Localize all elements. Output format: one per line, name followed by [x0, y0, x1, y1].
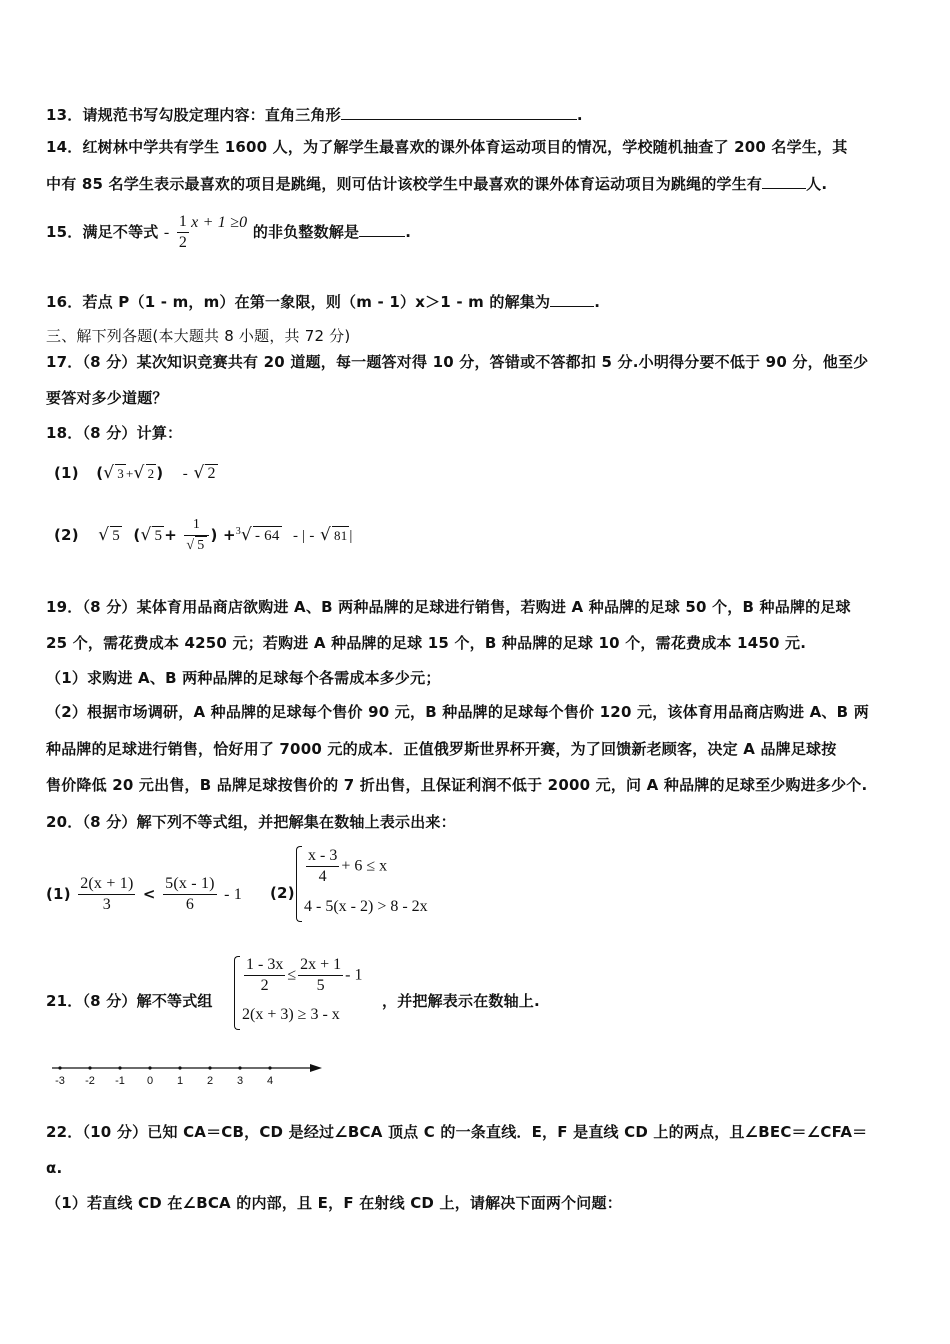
q20-p2-fd: 4: [306, 866, 339, 887]
number-line-label-2: -1: [115, 1075, 125, 1087]
q20-p1-tail: - 1: [224, 886, 243, 903]
q18-p2-sqrt5: 5: [112, 528, 120, 544]
q15-prefix: 15．满足不等式: [46, 223, 159, 241]
number-line-label-5: 2: [206, 1075, 214, 1087]
q18-p2-fnum: 1: [192, 517, 201, 532]
q15-minus: -: [163, 224, 170, 241]
q22-line3: （1）若直线 CD 在∠BCA 的内部，且 E，F 在射线 CD 上，请解决下面两个问题：: [46, 1194, 622, 1212]
number-line-label-6: 3: [236, 1075, 244, 1087]
q18-p1-close: ): [156, 464, 164, 482]
q18-p2-sqrt81: 81: [334, 528, 348, 543]
q20-p1-n1: 2(x + 1): [80, 875, 134, 892]
q20-p2-row2: 4 - 5(x - 2) > 8 - 2x: [304, 898, 428, 915]
q20-p2-fn: x - 3: [308, 847, 338, 864]
q18-p1-sqrt3: 3: [117, 466, 124, 481]
number-line-tick-5: [208, 1066, 211, 1069]
q20-part1: [46, 872, 242, 917]
q18-p2-cube-index: 3: [235, 526, 241, 537]
q15-suffix: 的非负整数解是: [252, 223, 360, 241]
q18-p2-fraction: [184, 515, 208, 556]
q18-p1-plus: +: [126, 466, 134, 481]
q21-n1: 1 - 3x: [246, 956, 284, 973]
q14-line2-text: 中有 85 名学生表示最喜欢的项目是跳绳，则可估计该校学生中最喜欢的课外体育运动项目为跳绳的学生有: [46, 175, 763, 193]
q18-p2-fden-wrap: √ 5: [184, 535, 208, 556]
q15-frac-den: 2: [178, 234, 188, 251]
q15-fraction: [177, 212, 189, 253]
q19-line3: （1）求购进 A、B 两种品牌的足球每个各需成本多少元；: [46, 669, 441, 687]
q21-frac1: [244, 955, 285, 996]
number-line-label-4: 1: [176, 1075, 184, 1087]
number-line-ticks: [55, 1066, 273, 1087]
number-line-label-7: 4: [266, 1075, 274, 1087]
q20-p1-label: (1): [46, 885, 71, 903]
number-line-label-1: -2: [85, 1075, 95, 1087]
q20-p1-n2: 5(x - 1): [165, 875, 215, 892]
q21-n2: 2x + 1: [300, 956, 342, 973]
q17-line1: 17．（8 分）某次知识竞赛共有 20 道题，每一题答对得 10 分，答错或不答都扣 5 分.小明得分要不低于 90 分，他至少: [46, 353, 869, 371]
q20-p2-row1: [304, 846, 387, 887]
q21-t1: - 1: [345, 966, 363, 984]
q19-line4: （2）根据市场调研，A 种品牌的足球每个售价 90 元，B 种品牌的足球每个售价 120 元，该体育用品商店购进 A、B 两: [46, 703, 869, 721]
q15-frac-num: 1: [178, 213, 188, 230]
q16-answer-blank[interactable]: [550, 292, 594, 307]
q21-brace: [234, 956, 240, 1030]
q20-p2-frac: [306, 846, 339, 887]
q21-frac2: [298, 955, 343, 996]
q21-d1: 2: [244, 975, 285, 996]
question-16: [46, 292, 600, 312]
q15-end: .: [405, 223, 412, 241]
q20-p1-d2: 6: [163, 894, 217, 915]
q18-p2-cube-radicand: - 64: [255, 528, 280, 544]
question-15: [46, 212, 411, 253]
q18-p2-plus2: +: [223, 526, 236, 544]
q18-p2-fden: 5: [197, 538, 205, 553]
q20-p1-frac2: [163, 874, 217, 915]
q18-p2-close: ): [210, 526, 218, 544]
q20-p1-frac1: [78, 874, 135, 915]
q18-head: 18．（8 分）计算：: [46, 424, 183, 442]
q13-answer-blank[interactable]: [341, 105, 577, 120]
number-line-tick-0: [58, 1066, 61, 1069]
q13-end: .: [576, 106, 583, 124]
q21-row2: 2(x + 3) ≥ 3 - x: [242, 1006, 340, 1023]
q15-answer-blank[interactable]: [359, 222, 405, 237]
q18-p1-open: (: [96, 464, 104, 482]
q22-line1: 22．（10 分）已知 CA＝CB，CD 是经过∠BCA 顶点 C 的一条直线．E，F 是直线 CD 上的两点，且∠BEC＝∠CFA＝: [46, 1123, 868, 1141]
q13-text: 13．请规范书写勾股定理内容：直角三角形: [46, 106, 341, 124]
q18-p2-abs-close: |: [349, 528, 353, 544]
q21-d2: 5: [298, 975, 343, 996]
q18-p2-plus: +: [164, 526, 177, 544]
q20-p2-label: (2): [270, 884, 295, 902]
number-line-tick-4: [178, 1066, 181, 1069]
q18-p2-sqrt5b: 5: [154, 528, 163, 544]
q18-p2-minus-abs: - | -: [293, 528, 315, 544]
number-line-arrow: [310, 1064, 322, 1072]
q19-line5: 种品牌的足球进行销售，恰好用了 7000 元的成本．正值俄罗斯世界杯开赛，为了回馈新老顾客，决定 A 品牌足球按: [46, 740, 837, 758]
q18-p2-open: (: [133, 526, 141, 544]
q19-line6: 售价降低 20 元出售，B 品牌足球按售价的 7 折出售，且保证利润不低于 2000 元，问 A 种品牌的足球至少购进多少个.: [46, 776, 868, 794]
q15-rest: x + 1 ≥0: [191, 214, 248, 231]
q14-line1: 14．红树林中学共有学生 1600 人，为了解学生最喜欢的课外体育运动项目的情况，学校随机抽查了 200 名学生，其: [46, 138, 848, 156]
q19-line1: 19．（8 分）某体育用品商店欲购进 A、B 两种品牌的足球进行销售，若购进 A 种品牌的足球 50 个，B 种品牌的足球: [46, 598, 851, 616]
q14-end: 人.: [806, 175, 828, 193]
q17-line2: 要答对多少道题？: [46, 389, 168, 407]
q18-p2-label: (2): [54, 526, 79, 544]
section-3-heading: 三、解下列各题(本大题共 8 小题，共 72 分): [46, 327, 351, 345]
q14-line2: [46, 174, 827, 194]
q19-line2: 25 个，需花费成本 4250 元；若购进 A 种品牌的足球 15 个，B 种品牌的足球 10 个，需花费成本 1450 元.: [46, 634, 807, 652]
q21-tail: ，并把解表示在数轴上.: [382, 992, 540, 1010]
q16-end: .: [594, 293, 601, 311]
number-line-label-0: -3: [55, 1075, 65, 1087]
q20-p2-r1: + 6 ≤ x: [341, 857, 388, 875]
number-line-tick-7: [268, 1066, 271, 1069]
q18-part1: (1) (√ 3 +√ 2 ) - √ 2: [54, 463, 216, 483]
q18-p1-sqrt2b: 2: [207, 465, 216, 482]
q20-p1-lt: <: [142, 885, 156, 903]
number-line-tick-2: [118, 1066, 121, 1069]
number-line-tick-1: [88, 1066, 91, 1069]
number-line-label-3: 0: [146, 1075, 154, 1087]
question-13: [46, 105, 583, 125]
q18-p1-minus: -: [182, 466, 188, 482]
q20-p1-d1: 3: [78, 894, 135, 915]
q18-p1-label: (1): [54, 464, 79, 482]
q20-p2-brace: [296, 846, 302, 922]
number-line-tick-3: [148, 1066, 151, 1069]
number-line-tick-6: [238, 1066, 241, 1069]
q16-text: 16．若点 P（1 - m，m）在第一象限，则（m - 1）x＞1 - m 的解集为: [46, 293, 551, 311]
number-line: [52, 1060, 332, 1090]
q21-le: ≤: [287, 966, 297, 984]
q21-head: 21．（8 分）解不等式组: [46, 992, 213, 1010]
q14-answer-blank[interactable]: [762, 174, 806, 189]
q18-part2: (2) √ 5 (√ 5 + $\frac{1}{√ 5}$ ) +$^3$√ - 64 - | - √ 81 |: [54, 512, 353, 556]
q22-line2: α.: [46, 1159, 63, 1177]
q20-head: 20．（8 分）解下列不等式组，并把解集在数轴上表示出来：: [46, 813, 456, 831]
q18-p1-sqrt2: 2: [147, 466, 155, 481]
q21-row1: [242, 955, 362, 996]
